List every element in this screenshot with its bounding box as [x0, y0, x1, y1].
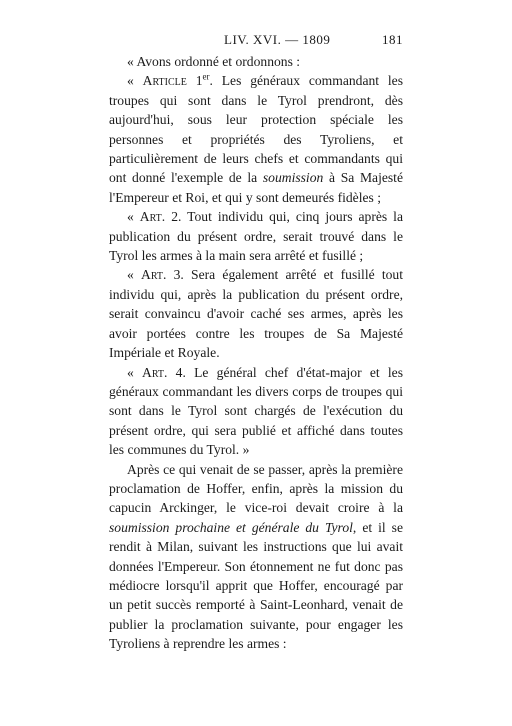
article-number: 1	[195, 73, 203, 89]
article-label: Art.	[141, 267, 167, 283]
paragraph-article-4: « Art. 4. Le général chef d'état-major et les généraux commandant les divers corps de troupes qui sont dans le Tyrol sont chargés de l'exécution du présent ordre, qui sera publié et affiché dans toutes les communes du Tyrol. »	[109, 364, 403, 458]
book-page	[109, 30, 403, 654]
article-label: Art.	[142, 364, 168, 380]
paragraph-text: 4. Le général chef d'état-major et les généraux commandant les divers corps de troupes qui sont dans le Tyrol sont chargés de l'exécution du présent ordre, qui sera publié et affiché dans toutes les communes du Tyrol. »	[109, 364, 403, 458]
paragraph-text: 3. Sera également arrêté et fusillé tout individu qui, après la publication du présent ordre, serait convaincu d'avoir caché ses armes, après les avoir portées contre les troupes de Sa Majesté Impériale et Royale.	[109, 267, 403, 361]
paragraph-emphasis: soumission prochaine et générale du Tyrol	[109, 519, 353, 535]
paragraph-text: Après ce qui venait de se passer, après la première proclamation de Hoffer, enfin, après la mission du capucin Arckinger, le vice-roi devait croire à la	[109, 461, 403, 516]
paragraph-emphasis: soumission	[262, 170, 324, 186]
paragraph-narrative	[109, 460, 403, 654]
paragraph-article-3: « Art. 3. Sera également arrêté et fusillé tout individu qui, après la publication du présent ordre, serait convaincu d'avoir caché ses armes, après les avoir portées contre les troupes de Sa Majesté Impériale et Royale.	[109, 267, 403, 361]
paragraph-text: à Sa Majesté l'Empereur et Roi, et qui y sont demeurés fidèles ;	[109, 170, 403, 205]
page-number: 181	[382, 32, 403, 47]
paragraph-article-2: « Art. 2. Tout individu qui, cinq jours après la publication du présent ordre, serait trouvé dans le Tyrol les armes à la main sera arrêté et fusillé ;	[109, 209, 403, 264]
paragraph-text: 2. Tout individu qui, cinq jours après la publication du présent ordre, serait trouvé dans le Tyrol les armes à la main sera arrêté et fusillé ;	[109, 209, 403, 264]
article-ordinal: er	[202, 71, 210, 82]
paragraph-text: « Avons ordonné et ordonnons :	[127, 54, 301, 69]
paragraph-article-1: « Article 1er. Les généraux commandant les troupes qui sont dans le Tyrol prendront, dès aujourd'hui, sous leur protection spéciale les personnes et propriétés des Tyroliens, et particulièrement de leurs chefs et commandants qui ont donné l'exemple de la soumission à Sa Majesté l'Empereur et Roi, et qui y sont demeurés fidèles ;	[109, 71, 403, 205]
paragraph-text: , et il se rendit à Milan, suivant les instructions que lui avait données l'Empereur. Son étonnement ne fut donc pas médiocre lorsqu'il apprit que Hoffer, encouragé par un petit succès remporté à Saint-Leonhard, venait de publier la proclamation suivante, pour engager les Tyroliens à reprendre les armes :	[109, 519, 403, 652]
article-label: Art.	[139, 209, 166, 225]
running-title: LIV. XVI. — 1809	[224, 32, 331, 47]
body-text	[109, 52, 403, 654]
article-label: Article	[142, 73, 187, 89]
paragraph-text: . Les généraux commandant les troupes qui sont dans le Tyrol prendront, dès aujourd'hui, sous leur protection spéciale les personnes et propriétés des Tyroliens, et particulièrement de leurs chefs et commandants qui ont donné l'exemple de la	[109, 73, 403, 186]
paragraph-ordinance-intro	[109, 52, 403, 71]
running-head	[109, 30, 403, 52]
